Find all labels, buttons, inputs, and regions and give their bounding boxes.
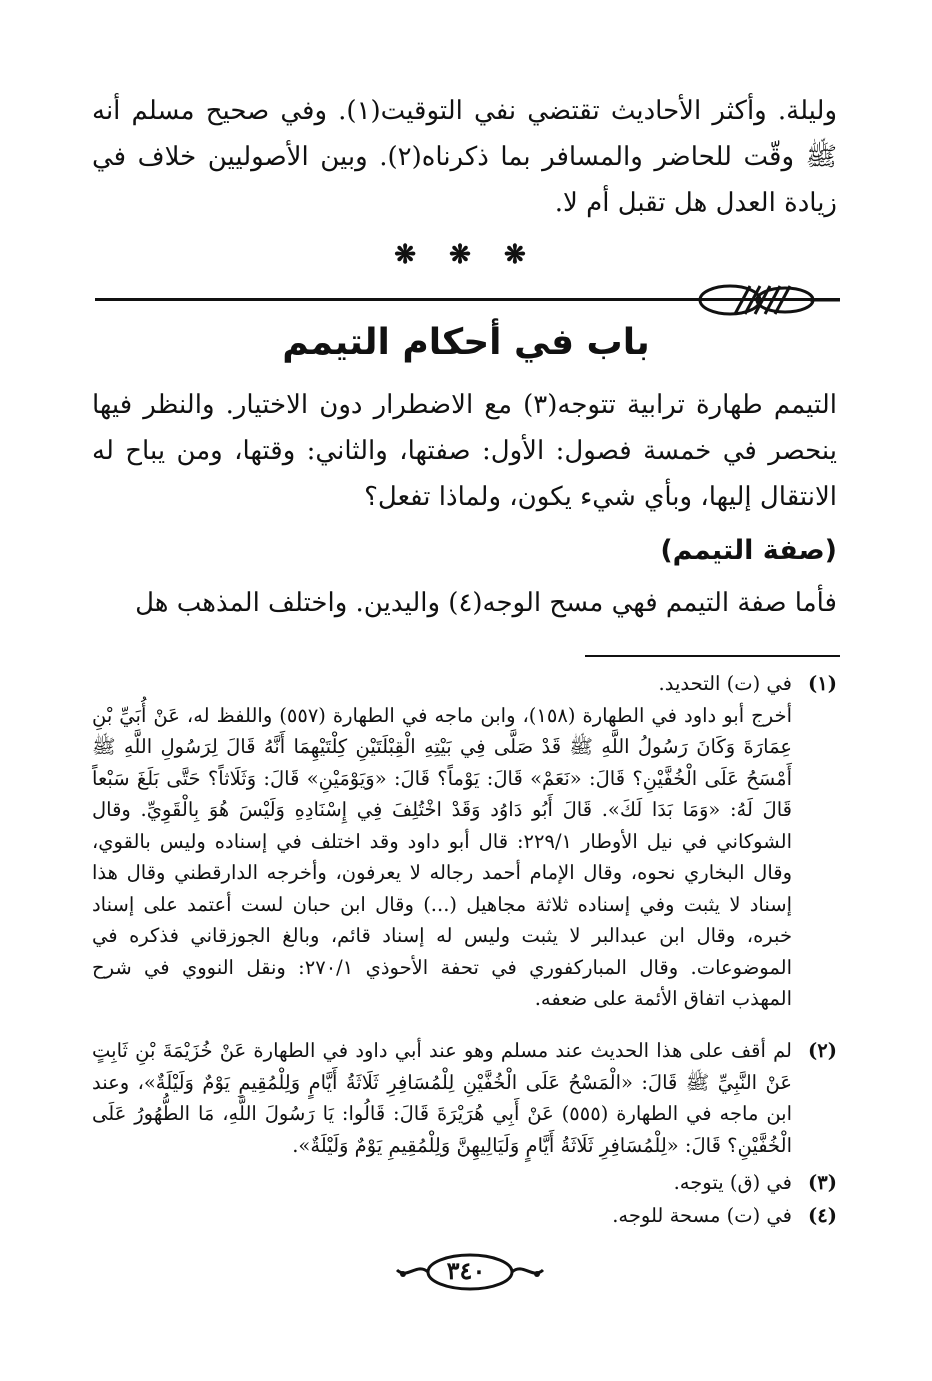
section-heading: (صفة التيمم)	[660, 535, 837, 566]
footnote-text: في (ق) يتوجه.	[673, 1171, 792, 1194]
footnote-number: (١)	[808, 672, 837, 695]
footnote-number: (٣)	[808, 1171, 837, 1194]
footnote-text: في (ت) التحديد. أخرج أبو داود في الطهارة (١٥٨)، وابن ماجه في الطهارة (٥٥٧) واللفظ له، عَنْ أُبَيِّ بْنِ عِمَارَةَ وَكَانَ رَسُولُ اللَّهِ ﷺ قَدْ صَلَّى فِي بَيْتِهِ الْقِبْلَتَيْنِ كِلْتَيْهِمَا أَنَّهُ قَالَ لِرَسُولِ اللَّهِ ﷺ أَمْسَحُ عَلَى الْخُفَّيْنِ؟ قَالَ: «نَعَمْ» قَالَ: يَوْماً؟ قَالَ: «وَيَوْمَيْنِ» قَالَ: وَثَلَاثاً؟ حَتَّى بَلَغَ سَبْعاً قَالَ لَهُ: «وَمَا بَدَا لَكَ». قَالَ أَبُو دَاوُد وَقَدْ اخْتُلِفَ فِي إِسْنَادِهِ وَلَيْسَ هُوَ بِالْقَوِيِّ. وقال الشوكاني في نيل الأوطار ٢٢٩/١: قال أبو داود وقد اختلف في إسناده وليس بالقوي، وقال البخاري نحوه، وقال الإمام أحمد رجاله لا يعرفون، وأخرجه الدارقطني وقال هذا إسناد لا يثبت وفي إسناده ثلاثة مجاهيل (...) وقال ابن حبان لست أعتمد على إسناد خبره، وقال ابن عبدالبر لا يثبت وليس له إسناد قائم، وبالغ الجوزقاني فذكره في الموضوعات. وقال المباركفوري في تحفة الأحوذي ٢٧٠/١: ونقل النووي في شرح المهذب اتفاق الأئمة على ضعفه.	[92, 672, 793, 1010]
continuation-paragraph: وليلة. وأكثر الأحاديث تقتضي نفي التوقيت(١). وفي صحيح مسلم أنه ﷺ وقّت للحاضر والمسافر بما ذكرناه(٢). وبين الأصوليين خلاف في زيادة العدل هل تقبل أم لا.	[92, 96, 837, 218]
section-paragraph: فأما صفة التيمم فهي مسح الوجه(٤) واليدين. واختلف المذهب هل	[135, 588, 837, 618]
footnote-3	[92, 1167, 837, 1199]
intro-paragraph: التيمم طهارة ترابية تتوجه(٣) مع الاضطرار دون الاختيار. والنظر فيها ينحصر في خمسة فصول: الأول: صفتها، والثاني: وقتها، ومن يباح له الانتقال إليها، وبأي شيء يكون، ولماذا تفعل؟	[92, 390, 837, 512]
chapter-ornament-icon	[690, 280, 840, 322]
footnote-2	[92, 1035, 837, 1161]
footnote-1	[92, 668, 837, 1015]
section-separator-stars: ❋ ❋ ❋	[394, 240, 538, 270]
chapter-title: باب في أحكام التيمم	[282, 322, 650, 363]
footnote-text: لم أقف على هذا الحديث عند مسلم وهو عند أبي داود في الطهارة عَنْ خُزَيْمَةَ بْنِ ثَابِتٍ عَنْ النَّبِيِّ ﷺ قَالَ: «الْمَسْحُ عَلَى الْخُفَّيْنِ لِلْمُسَافِرِ ثَلَاثَةُ أَيَّامٍ وَلِلْمُقِيمِ يَوْمٌ وَلَيْلَةٌ»، وعند ابن ماجه في الطهارة (٥٥٥) عَنْ أَبِي هُرَيْرَةَ قَالَ: قَالُوا: يَا رَسُولَ اللَّهِ، مَا الطُّهُورُ عَلَى الْخُفَّيْنِ؟ قَالَ: «لِلْمُسَافِرِ ثَلَاثَةُ أَيَّامٍ وَلَيَالِيهِنَّ وَلِلْمُقِيمِ يَوْمٌ وَلَيْلَةٌ».	[92, 1039, 793, 1157]
page-number: ٣٤٠	[446, 1256, 486, 1285]
footnote-number: (٢)	[808, 1039, 837, 1062]
footnote-text: في (ت) مسحة للوجه.	[612, 1204, 792, 1227]
footnote-rule	[585, 655, 840, 657]
footnote-number: (٤)	[808, 1204, 837, 1227]
footnote-4	[92, 1200, 837, 1232]
